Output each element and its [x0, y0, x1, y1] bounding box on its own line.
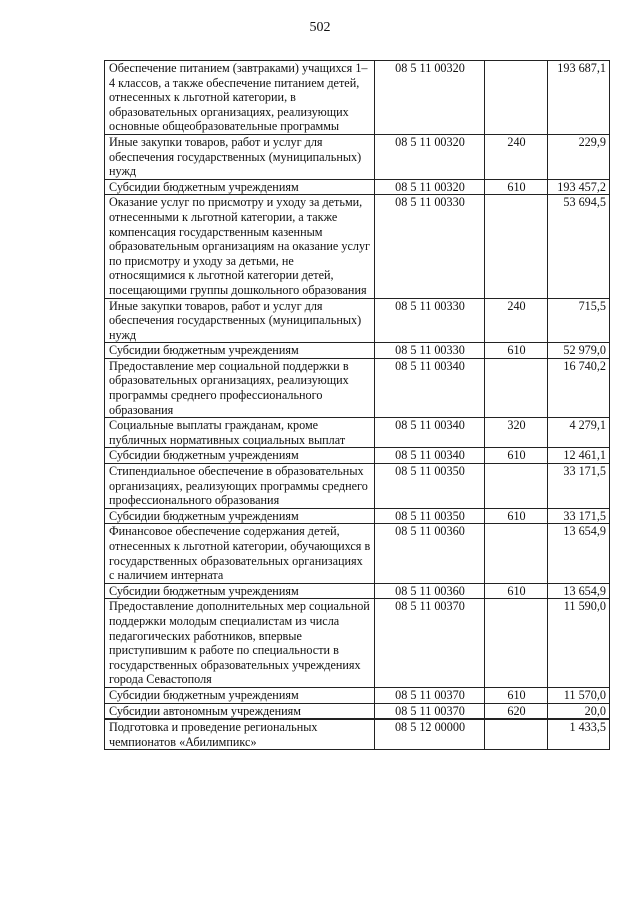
row-expense-type: 240 — [485, 298, 548, 343]
page-number: 502 — [309, 20, 331, 35]
row-expense-type — [485, 61, 548, 135]
row-expense-type: 610 — [485, 343, 548, 359]
table-row — [105, 583, 610, 599]
row-code: 08 5 11 00360 — [375, 524, 485, 583]
table-row — [105, 61, 610, 135]
row-name: Субсидии бюджетным учреждениям — [105, 343, 375, 359]
row-name: Социальные выплаты гражданам, кроме публичных нормативных социальных выплат — [105, 418, 375, 448]
row-amount: 13 654,9 — [548, 583, 610, 599]
table-row — [105, 719, 610, 750]
row-expense-type: 620 — [485, 703, 548, 719]
row-expense-type: 610 — [485, 508, 548, 524]
row-code: 08 5 11 00340 — [375, 358, 485, 417]
row-amount: 11 570,0 — [548, 687, 610, 703]
row-amount: 4 279,1 — [548, 418, 610, 448]
row-amount: 12 461,1 — [548, 448, 610, 464]
row-name: Иные закупки товаров, работ и услуг для обеспечения государственных (муниципальных) нужд — [105, 298, 375, 343]
row-amount: 16 740,2 — [548, 358, 610, 417]
row-expense-type — [485, 599, 548, 688]
table-row — [105, 179, 610, 195]
row-code: 08 5 11 00320 — [375, 179, 485, 195]
row-name: Субсидии бюджетным учреждениям — [105, 448, 375, 464]
row-name: Финансовое обеспечение содержания детей, отнесенных к льготной категории, обучающихся в государственных образовательных организациях с наличием интерната — [105, 524, 375, 583]
table-row — [105, 687, 610, 703]
row-expense-type — [485, 524, 548, 583]
row-code: 08 5 11 00370 — [375, 703, 485, 719]
table-row — [105, 298, 610, 343]
row-name: Подготовка и проведение региональных чемпионатов «Абилимпикс» — [105, 719, 375, 750]
row-code: 08 5 11 00330 — [375, 343, 485, 359]
row-name: Субсидии автономным учреждениям — [105, 703, 375, 719]
row-amount: 33 171,5 — [548, 464, 610, 509]
row-amount: 193 457,2 — [548, 179, 610, 195]
table-row — [105, 448, 610, 464]
row-code: 08 5 11 00340 — [375, 448, 485, 464]
row-code: 08 5 11 00370 — [375, 599, 485, 688]
row-amount: 1 433,5 — [548, 719, 610, 750]
row-amount: 33 171,5 — [548, 508, 610, 524]
row-code: 08 5 11 00330 — [375, 195, 485, 298]
row-name: Оказание услуг по присмотру и уходу за детьми, отнесенными к льготной категории, а также компенсация государственным казенным образовательным организациям на оказание услуг по присмотру и уходу за детьми, не относящимися к льготной категории детей, посещающими группы дошкольного образования — [105, 195, 375, 298]
row-amount: 20,0 — [548, 703, 610, 719]
table-row — [105, 343, 610, 359]
table-row — [105, 134, 610, 179]
row-amount: 229,9 — [548, 134, 610, 179]
row-amount: 193 687,1 — [548, 61, 610, 135]
row-code: 08 5 11 00320 — [375, 134, 485, 179]
row-amount: 13 654,9 — [548, 524, 610, 583]
table-row — [105, 599, 610, 688]
row-name: Субсидии бюджетным учреждениям — [105, 687, 375, 703]
row-amount: 11 590,0 — [548, 599, 610, 688]
row-name: Стипендиальное обеспечение в образовательных организациях, реализующих программы среднего профессионального образования — [105, 464, 375, 509]
row-code: 08 5 11 00350 — [375, 464, 485, 509]
row-name: Обеспечение питанием (завтраками) учащихся 1–4 классов, а также обеспечение питанием детей, отнесенных к льготной категории, в образовательных организациях, реализующих основные общеобразовательные программы — [105, 61, 375, 135]
row-amount: 715,5 — [548, 298, 610, 343]
row-code: 08 5 11 00320 — [375, 61, 485, 135]
row-expense-type: 240 — [485, 134, 548, 179]
row-expense-type: 320 — [485, 418, 548, 448]
row-code: 08 5 11 00340 — [375, 418, 485, 448]
row-expense-type: 610 — [485, 448, 548, 464]
row-amount: 53 694,5 — [548, 195, 610, 298]
row-name: Предоставление мер социальной поддержки в образовательных организациях, реализующих программы среднего профессионального образования — [105, 358, 375, 417]
table-row — [105, 358, 610, 417]
budget-table — [104, 60, 610, 750]
row-expense-type: 610 — [485, 687, 548, 703]
row-code: 08 5 11 00360 — [375, 583, 485, 599]
row-code: 08 5 12 00000 — [375, 719, 485, 750]
row-amount: 52 979,0 — [548, 343, 610, 359]
row-code: 08 5 11 00330 — [375, 298, 485, 343]
row-code: 08 5 11 00350 — [375, 508, 485, 524]
table-row — [105, 464, 610, 509]
row-name: Иные закупки товаров, работ и услуг для обеспечения государственных (муниципальных) нужд — [105, 134, 375, 179]
row-expense-type — [485, 464, 548, 509]
row-expense-type — [485, 195, 548, 298]
table-row — [105, 508, 610, 524]
table-row — [105, 524, 610, 583]
row-code: 08 5 11 00370 — [375, 687, 485, 703]
row-name: Субсидии бюджетным учреждениям — [105, 583, 375, 599]
row-expense-type — [485, 719, 548, 750]
row-name: Субсидии бюджетным учреждениям — [105, 179, 375, 195]
table-row — [105, 195, 610, 298]
row-expense-type: 610 — [485, 179, 548, 195]
row-name: Субсидии бюджетным учреждениям — [105, 508, 375, 524]
row-name: Предоставление дополнительных мер социальной поддержки молодым специалистам из числа педагогических работников, впервые приступившим к работе по специальности в государственных образовательных учреждениях города Севастополя — [105, 599, 375, 688]
table-row — [105, 418, 610, 448]
row-expense-type: 610 — [485, 583, 548, 599]
table-row — [105, 703, 610, 719]
row-expense-type — [485, 358, 548, 417]
